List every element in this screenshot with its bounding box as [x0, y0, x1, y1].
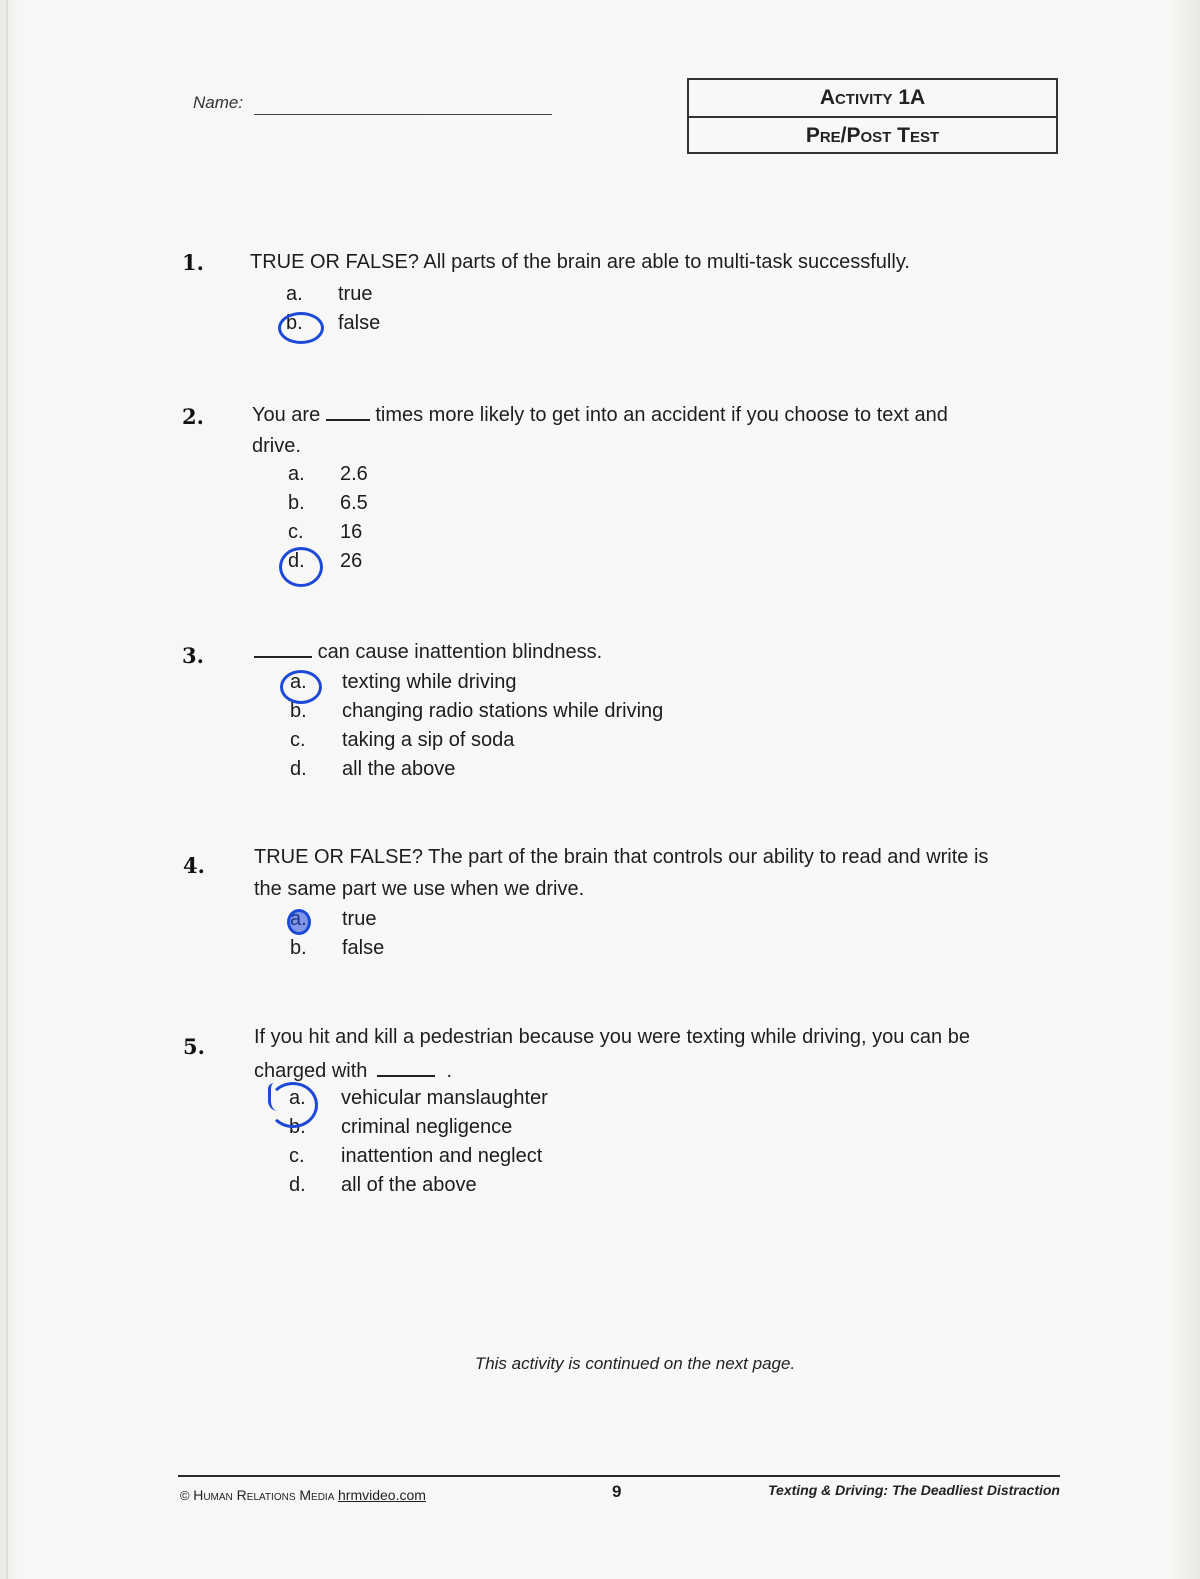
answer-option: [289, 1171, 477, 1200]
fill-in-blank: [326, 401, 370, 421]
fill-in-blank: [254, 638, 312, 658]
option-letter: c.: [288, 521, 304, 543]
question-number: 4.: [183, 853, 205, 878]
publisher-link[interactable]: hrmvideo.com: [338, 1487, 426, 1503]
option-letter: b.: [288, 492, 305, 514]
question-text: [254, 1055, 452, 1087]
option-letter: a.: [286, 283, 303, 305]
option-text: all of the above: [341, 1174, 477, 1196]
answer-circle-mark: [278, 312, 324, 344]
answer-option: [289, 1084, 548, 1113]
question-text: TRUE OR FALSE? The part of the brain that controls our ability to read and write is: [254, 846, 989, 868]
question-text: drive.: [252, 435, 301, 457]
question-text-part: times more likely to get into an accident if you choose to text and: [375, 404, 948, 426]
option-text: criminal negligence: [341, 1116, 513, 1138]
activity-box: [687, 78, 1058, 154]
option-text: changing radio stations while driving: [342, 700, 664, 722]
answer-circle-mark: [287, 909, 311, 935]
answer-option: [290, 697, 663, 726]
scan-edge: [6, 0, 8, 1579]
option-letter: b.: [286, 312, 303, 334]
option-text: true: [338, 283, 373, 305]
option-letter: b.: [289, 1116, 306, 1138]
option-letter: c.: [290, 729, 306, 751]
answer-circle-mark: [280, 670, 322, 704]
answer-option: [289, 1142, 542, 1171]
continued-note: This activity is continued on the next page.: [474, 1354, 796, 1373]
option-text: 2.6: [340, 463, 368, 485]
answer-option: [289, 1113, 512, 1142]
answer-option: [290, 668, 517, 697]
option-letter: a.: [289, 1087, 306, 1109]
question-text: [252, 399, 948, 431]
activity-title: Activity 1A: [689, 80, 1056, 118]
option-letter: b.: [290, 700, 307, 722]
publisher-name: Human Relations Media: [193, 1487, 335, 1503]
name-blank-line: [254, 114, 552, 115]
question-text-part: You are: [252, 404, 321, 426]
option-letter: d.: [289, 1174, 306, 1196]
copyright-symbol: ©: [180, 1488, 190, 1503]
option-text: false: [342, 937, 385, 959]
option-text: 6.5: [340, 492, 368, 514]
footer-divider: [178, 1475, 1060, 1477]
question-text-part: can cause inattention blindness.: [317, 641, 603, 663]
option-text: 16: [340, 521, 363, 543]
answer-circle-mark: [279, 547, 323, 587]
question-number: 3.: [182, 643, 204, 668]
question-number: 5.: [183, 1034, 205, 1059]
option-text: true: [342, 908, 377, 930]
option-letter: c.: [289, 1145, 305, 1167]
answer-option: [288, 460, 368, 489]
option-letter: d.: [290, 758, 307, 780]
question-text: TRUE OR FALSE? All parts of the brain are able to multi-task successfully.: [250, 251, 910, 273]
answer-option: [290, 934, 384, 963]
activity-subtitle: Pre/Post Test: [805, 124, 940, 147]
fill-in-blank: [377, 1057, 435, 1077]
option-letter: d.: [288, 550, 305, 572]
question-text: the same part we use when we drive.: [254, 878, 585, 900]
answer-circle-mark: [268, 1083, 281, 1111]
answer-option: [290, 726, 514, 755]
option-text: false: [338, 312, 381, 334]
question-text: [254, 636, 602, 668]
question-text: If you hit and kill a pedestrian because you were texting while driving, you can be: [254, 1026, 970, 1048]
answer-option: [288, 518, 362, 547]
option-text: taking a sip of soda: [342, 729, 515, 751]
answer-option: [288, 489, 368, 518]
program-title: Texting & Driving: The Deadliest Distraction: [768, 1482, 1060, 1498]
option-text: inattention and neglect: [341, 1145, 543, 1167]
option-text: 26: [340, 550, 363, 572]
option-text: all the above: [342, 758, 456, 780]
option-letter: a.: [288, 463, 305, 485]
answer-option: [290, 755, 455, 784]
footer-copyright: [180, 1487, 426, 1503]
option-letter: a.: [290, 671, 307, 693]
option-letter: b.: [290, 937, 307, 959]
question-number: 1.: [182, 250, 204, 275]
name-label: Name:: [193, 93, 244, 112]
option-text: texting while driving: [342, 671, 517, 693]
option-text: vehicular manslaughter: [341, 1087, 548, 1109]
answer-option: [286, 280, 372, 309]
question-text-part: charged with: [254, 1060, 368, 1082]
question-number: 2.: [182, 404, 204, 429]
page-number: 9: [612, 1482, 622, 1501]
question-text-part: .: [446, 1060, 453, 1082]
